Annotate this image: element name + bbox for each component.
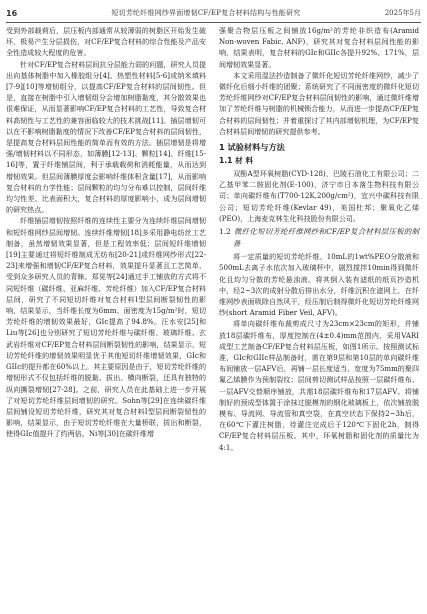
subsection-heading xyxy=(219,226,419,249)
body-paragraph: 受到外部载荷后，层压板内部通常从较薄弱的树脂区开始发生破坏，极易产生分层损伤，对CF/EP复合材料的综合性能及产品安全性造成较大程度的危害。 xyxy=(6,26,206,58)
body-paragraph: 将单向碳纤维布裁剪成尺寸为23cm×23cm的矩形，并铺放18层碳纤维布，厚度控制在(4±0.4)mm范围内，采用VARI成型工艺制备CF/EP复合材料层压板，如图1所示。按照测试标准，GIc和GIIc样品制备时，需在第9层和第10层的单向碳纤维布间铺放一层AFV后，再铺一层长度适当、宽度为75mm的聚四氟乙烯膜作为预制裂纹；层间剪切测试样品按照一层碳纤维布、一层AFV交替顺序铺放，共需18层碳纤维布和17层AFV。将铺制好的预成型体置于涂抹过脱模剂的钢化玻璃板上，依次铺放脱模布、导流网、导流管和真空袋，在真空状态下保持2~3h后，在60℃下灌注树脂，待灌注完成后于120℃下固化2h，制得CF/EP复合材料层压板。其中，环氧树脂和固化剂的质量比为4:1。 xyxy=(219,319,419,452)
body-paragraph: 双酚A型环氧树脂(CYD-128)，巴陵石油化工有限公司；二乙基甲苯二胺固化剂(E-100)，济宁市日本落生物科技有限公司；单向碳纤维布(T700-12K,200g/cm²)，宜兴中碳科技有限公司；短切芳纶纤维(Kevlar 49)，美国杜邦；聚氧化乙烯(PEO)，上海麦克林生化科技股份有限公司。 xyxy=(219,169,419,223)
section-heading: 1 试验材料与方法 xyxy=(219,142,285,153)
body-paragraph: 纤维插层增韧按照纤维的连续性主要分为连续纤维层间增韧和短纤维网纱层间增韧。连续纤维增韧[18]多采用静电纺丝工艺制备，虽然增韧效果显著，但是工程效率低；层间短纤维增韧[19]主要通过将短纤维制成无纺布[20-21]或纤维网纱形式[22-23]来增强和增韧CF/EP复合材料，效果提升显著且工艺简单，受到众多研究人员的青睐。郑晃等[24]通过手工铺放的方式将不同短纤维（碳纤维、亚麻纤维、芳纶纤维）加入CF/EP复合材料层间，研究了不同短切纤维对复合材料I型层间断裂韧性的影响，结果显示，当纤维长度为6mm、面密度为15g/m²时，短切芳纶纤维的增韧效果最好，GIc提高了94.8%。汪水安[25]和Liu等[26]也分别研究了短切芳纶纤维与碳纤维、玻璃纤维、玄武岩纤维对CF/EP复合材料层间断裂韧性的影响，结果显示，短切芳纶纤维的增韧效果明显优于其他短切纤维增韧效果，GIc和GIIc的提升都在60%以上。其主要原因是由于，短切芳纶纤维的增韧形式不仅包括纤维的脱黏、拔出、横向断裂，还具有独特的纵向撕裂增韧[27-28]。之前，研究人员在此基础上进一步开展了对短切芳纶纤维层间增韧的研究。Sohn等[29]在连续碳纤维层间铺设短切芳纶纤维，研究其对复合材料I型层间断裂韧性的影响，结果显示，由于短切芳纶纤维在大量桥联，拔出和断裂，使得GIc值提升了约两倍。Ni等[30]在碳纤维增 xyxy=(6,216,206,439)
subsection-title: 微纤化短切芳纶纤维网纱和CF/EP复合材料层压板的制备 xyxy=(233,227,419,248)
body-paragraph: 针对CF/EP复合材料层间抗分层能力弱的问题，研究人员提出向基体树脂中加入橡胶组分[4]、热塑性材料[5-6]或纳米填料[7-9][10]等增韧组分，以提高CF/EP复合材料的层间韧性。但是，直接在树脂中引入增韧组分会增加树脂黏度，其分散效果也很难保证，从而显著影响CF/EP复合材料的工艺性，导致复合材料高韧性与工艺性的兼容面临较大的技术挑战[11]。插层增韧可以在不影响树脂黏度的情况下改善CF/EP复合材料的层间韧性，是提高复合材料层间性能的简单而有效的方法。插层增韧是将增强/增韧材料以不同形态，如薄膜[12-13]、颗粒[14]、纤维[15-16]等，置于纤维铺层间，利于承载载荷和消耗能量，从而达到增韧效果。但层间薄膜厚度会影响纤维体积含量[17]，从而影响复合材料的力学性能；层间颗粒的均匀分布难以控制，层间纤维均匀性差、比表面积大，复合材料的厚度影响小，成为层间增韧的研究热点。 xyxy=(6,59,206,215)
subsection-heading: 1.1 材 料 xyxy=(219,156,253,166)
body-paragraph: 将一定质量的短切芳纶纤维、10mL的1wt%PEO分散液和500mL去离子水依次加入玻璃杯中，剧烈搅拌10min得到微纤化且均匀分散的芳纶悬浊液。将其倒入装有滤纸的纸页抄造机中，经2~3次的成射分散后排出水分，纤维沉积在滤网上，在纤维网纱表面吸除自然风干，经压制后制得微纤化短切芳纶纤维网纱(short Aramid Fiber Veil, AFV)。 xyxy=(219,252,419,318)
body-paragraph: 强聚合物层压板之间铺放16g/m²的芳纶非织造布(Aramid Non-woven Fabic, ANF)，研究其对复合材料层间性能的影响，结果表明，复合材料的GIc和GIIc各提升92%、171%，层间增韧效果显著。 xyxy=(219,26,419,69)
body-paragraph: 本文采用湿法抄造制备了微纤化短切芳纶纤维网纱，减少了微纤化后细小纤维的团聚；系统研究了不同面密度的微纤化短切芳纶纤维网纱对CF/EP复合材料层间韧性的影响，通过微纤维增加了芳纶纤维与树脂的机械锁合能力，从而进一步提高CF/EP复合材料的层间韧性；并着重探讨了其内部增韧机理，为CF/EP复合材料层间增韧的研究提供参考。 xyxy=(219,70,419,136)
issue-date: 2025年5月 xyxy=(384,9,421,17)
subsection-number: 1.2 xyxy=(219,227,231,237)
page-number: 16 xyxy=(6,8,18,18)
page-header xyxy=(6,4,421,23)
right-column xyxy=(219,25,419,453)
left-column xyxy=(6,25,206,440)
running-title: 短切芳纶纤维网纱界面增韧CF/EP复合材料结构与性能研究 xyxy=(111,9,301,17)
